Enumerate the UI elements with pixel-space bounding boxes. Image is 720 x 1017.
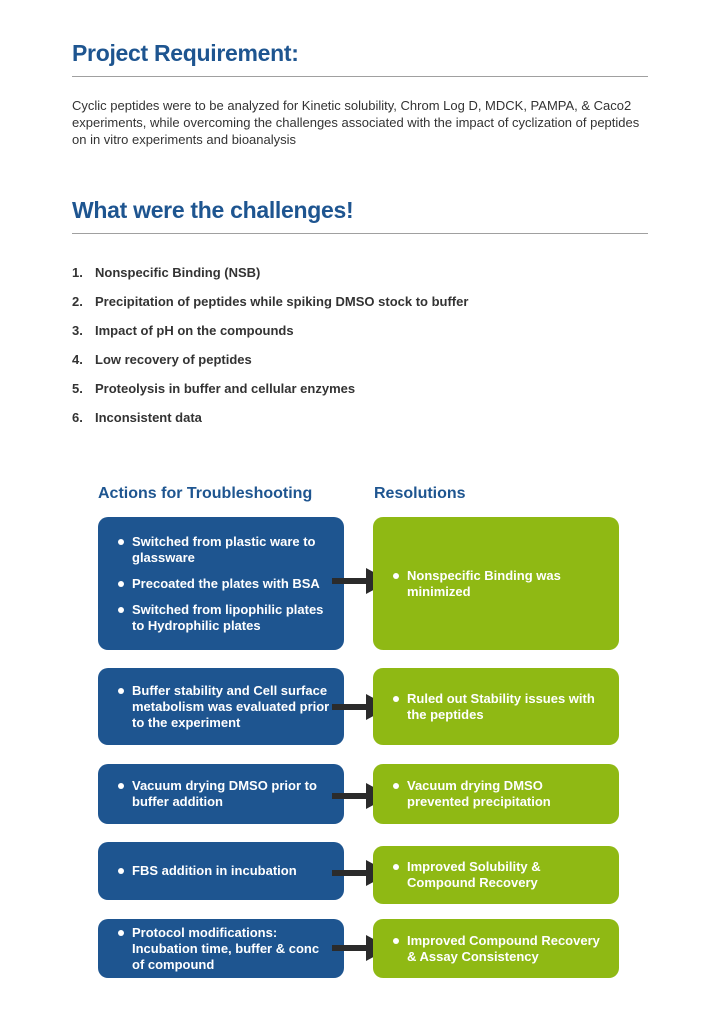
action-item: Buffer stability and Cell surface metabolism was evaluated prior to the experiment [118,683,330,731]
resolution-item: Ruled out Stability issues with the peptides [393,691,605,723]
resolution-item: Vacuum drying DMSO prevented precipitation [393,778,605,810]
divider [72,233,648,234]
challenge-number: 4. [72,352,83,367]
challenge-number: 3. [72,323,83,338]
action-item: Vacuum drying DMSO prior to buffer addition [118,778,330,810]
resolution-box [373,846,619,904]
challenges-list [72,258,468,432]
resolution-box [373,764,619,824]
challenge-number: 6. [72,410,83,425]
resolution-item: Nonspecific Binding was minimized [393,568,605,600]
resolution-box [373,919,619,978]
resolution-item: Improved Compound Recovery & Assay Consistency [393,933,605,965]
challenge-text: Nonspecific Binding (NSB) [95,265,261,280]
project-description: Cyclic peptides were to be analyzed for Kinetic solubility, Chrom Log D, MDCK, PAMPA, & Caco2 experiments, while overcoming the challenges associated with the impact of cyclization of peptides on in vitro experiments and bioanalysis [72,98,640,147]
action-item: Switched from plastic ware to glassware [118,534,330,566]
action-item: FBS addition in incubation [118,863,330,879]
action-box [98,919,344,978]
challenge-number: 2. [72,294,83,309]
challenge-text: Precipitation of peptides while spiking DMSO stock to buffer [95,294,469,309]
challenge-item [72,287,468,316]
challenge-number: 5. [72,381,83,396]
resolutions-heading: Resolutions [374,485,466,502]
resolution-box [373,517,619,650]
actions-heading: Actions for Troubleshooting [98,485,313,502]
challenge-item [72,316,468,345]
challenge-text: Impact of pH on the compounds [95,323,294,338]
challenge-text: Proteolysis in buffer and cellular enzymes [95,381,356,396]
resolution-item: Improved Solubility & Compound Recovery [393,859,605,891]
action-item: Protocol modifications: Incubation time, buffer & conc of compound [118,925,330,973]
action-item: Precoated the plates with BSA [118,576,330,592]
action-box [98,668,344,745]
challenge-text: Inconsistent data [95,410,202,425]
resolution-box [373,668,619,745]
challenge-item [72,258,468,287]
action-item: Switched from lipophilic plates to Hydrophilic plates [118,602,330,634]
challenge-text: Low recovery of peptides [95,352,252,367]
action-box [98,764,344,824]
divider [72,76,648,77]
challenge-item [72,345,468,374]
challenge-item [72,403,468,432]
action-box [98,517,344,650]
challenges-heading: What were the challenges! [72,197,354,223]
project-requirement-heading: Project Requirement: [72,40,299,66]
challenge-number: 1. [72,265,83,280]
action-box [98,842,344,900]
challenge-item [72,374,468,403]
